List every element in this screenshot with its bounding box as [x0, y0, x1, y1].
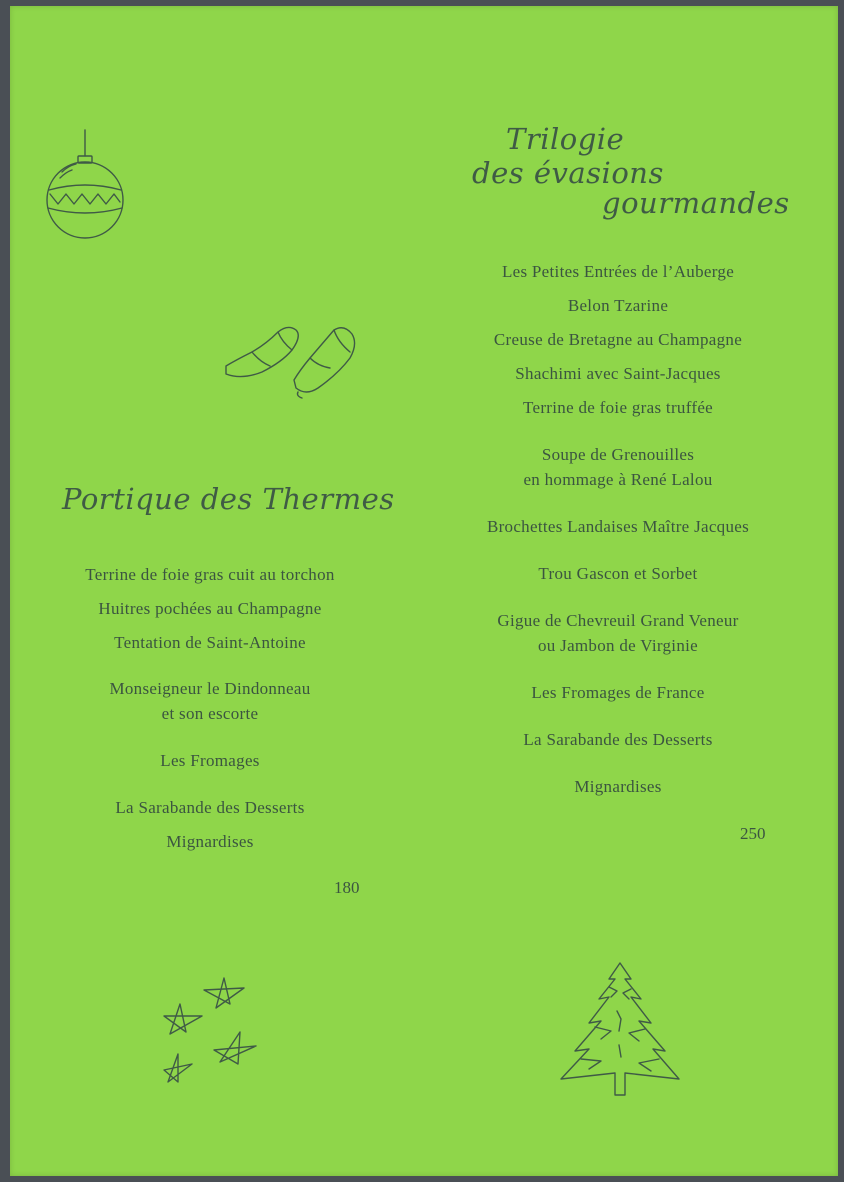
right-menu-title-line: gourmandes: [602, 186, 790, 220]
left-menu-item: Mignardises: [166, 832, 254, 851]
right-menu-list: [444, 259, 792, 799]
left-menu-item: Les Fromages: [160, 751, 260, 770]
left-menu-item: Tentation de Saint-Antoine: [114, 633, 306, 652]
christmas-ornament-icon: [40, 128, 130, 248]
stars-icon: [160, 974, 260, 1084]
right-menu-item: Terrine de foie gras truffée: [522, 398, 714, 417]
right-menu-item: Les Petites Entrées de l’Auberge: [501, 262, 735, 281]
left-menu-list: [40, 562, 380, 854]
left-menu-title: Portique des Thermes: [62, 482, 395, 516]
left-menu-item: Monseigneur le Dindonneau: [109, 679, 311, 698]
right-menu-title-line: des évasions: [472, 156, 664, 190]
left-menu-item: Terrine de foie gras cuit au torchon: [85, 565, 335, 584]
right-menu-item: Belon Tzarine: [567, 296, 669, 315]
left-menu-item: La Sarabande des Desserts: [115, 798, 305, 817]
right-menu-item: Trou Gascon et Sorbet: [538, 564, 698, 583]
right-menu-item: Gigue de Chevreuil Grand Veneur: [497, 611, 739, 630]
right-menu-item: Shachimi avec Saint-Jacques: [515, 364, 721, 383]
right-menu-item: ou Jambon de Virginie: [538, 636, 698, 655]
left-menu-item: et son escorte: [161, 704, 259, 723]
right-menu-item: Creuse de Bretagne au Champagne: [493, 330, 743, 349]
left-menu-price: 180: [334, 878, 360, 897]
right-menu-item: Mignardises: [574, 777, 662, 796]
left-menu-item: Huitres pochées au Champagne: [98, 599, 322, 618]
right-menu-price: 250: [740, 824, 766, 843]
right-menu-item: Soupe de Grenouilles: [541, 445, 695, 464]
menu-card: [10, 6, 838, 1176]
right-menu-title-line: Trilogie: [506, 122, 625, 156]
right-menu-item: Brochettes Landaises Maître Jacques: [486, 517, 750, 536]
fir-tree-icon: [555, 961, 685, 1101]
right-menu-item: en hommage à René Lalou: [523, 470, 713, 489]
right-menu-item: Les Fromages de France: [531, 683, 705, 702]
right-menu-item: La Sarabande des Desserts: [523, 730, 713, 749]
wooden-clogs-icon: [222, 322, 357, 402]
